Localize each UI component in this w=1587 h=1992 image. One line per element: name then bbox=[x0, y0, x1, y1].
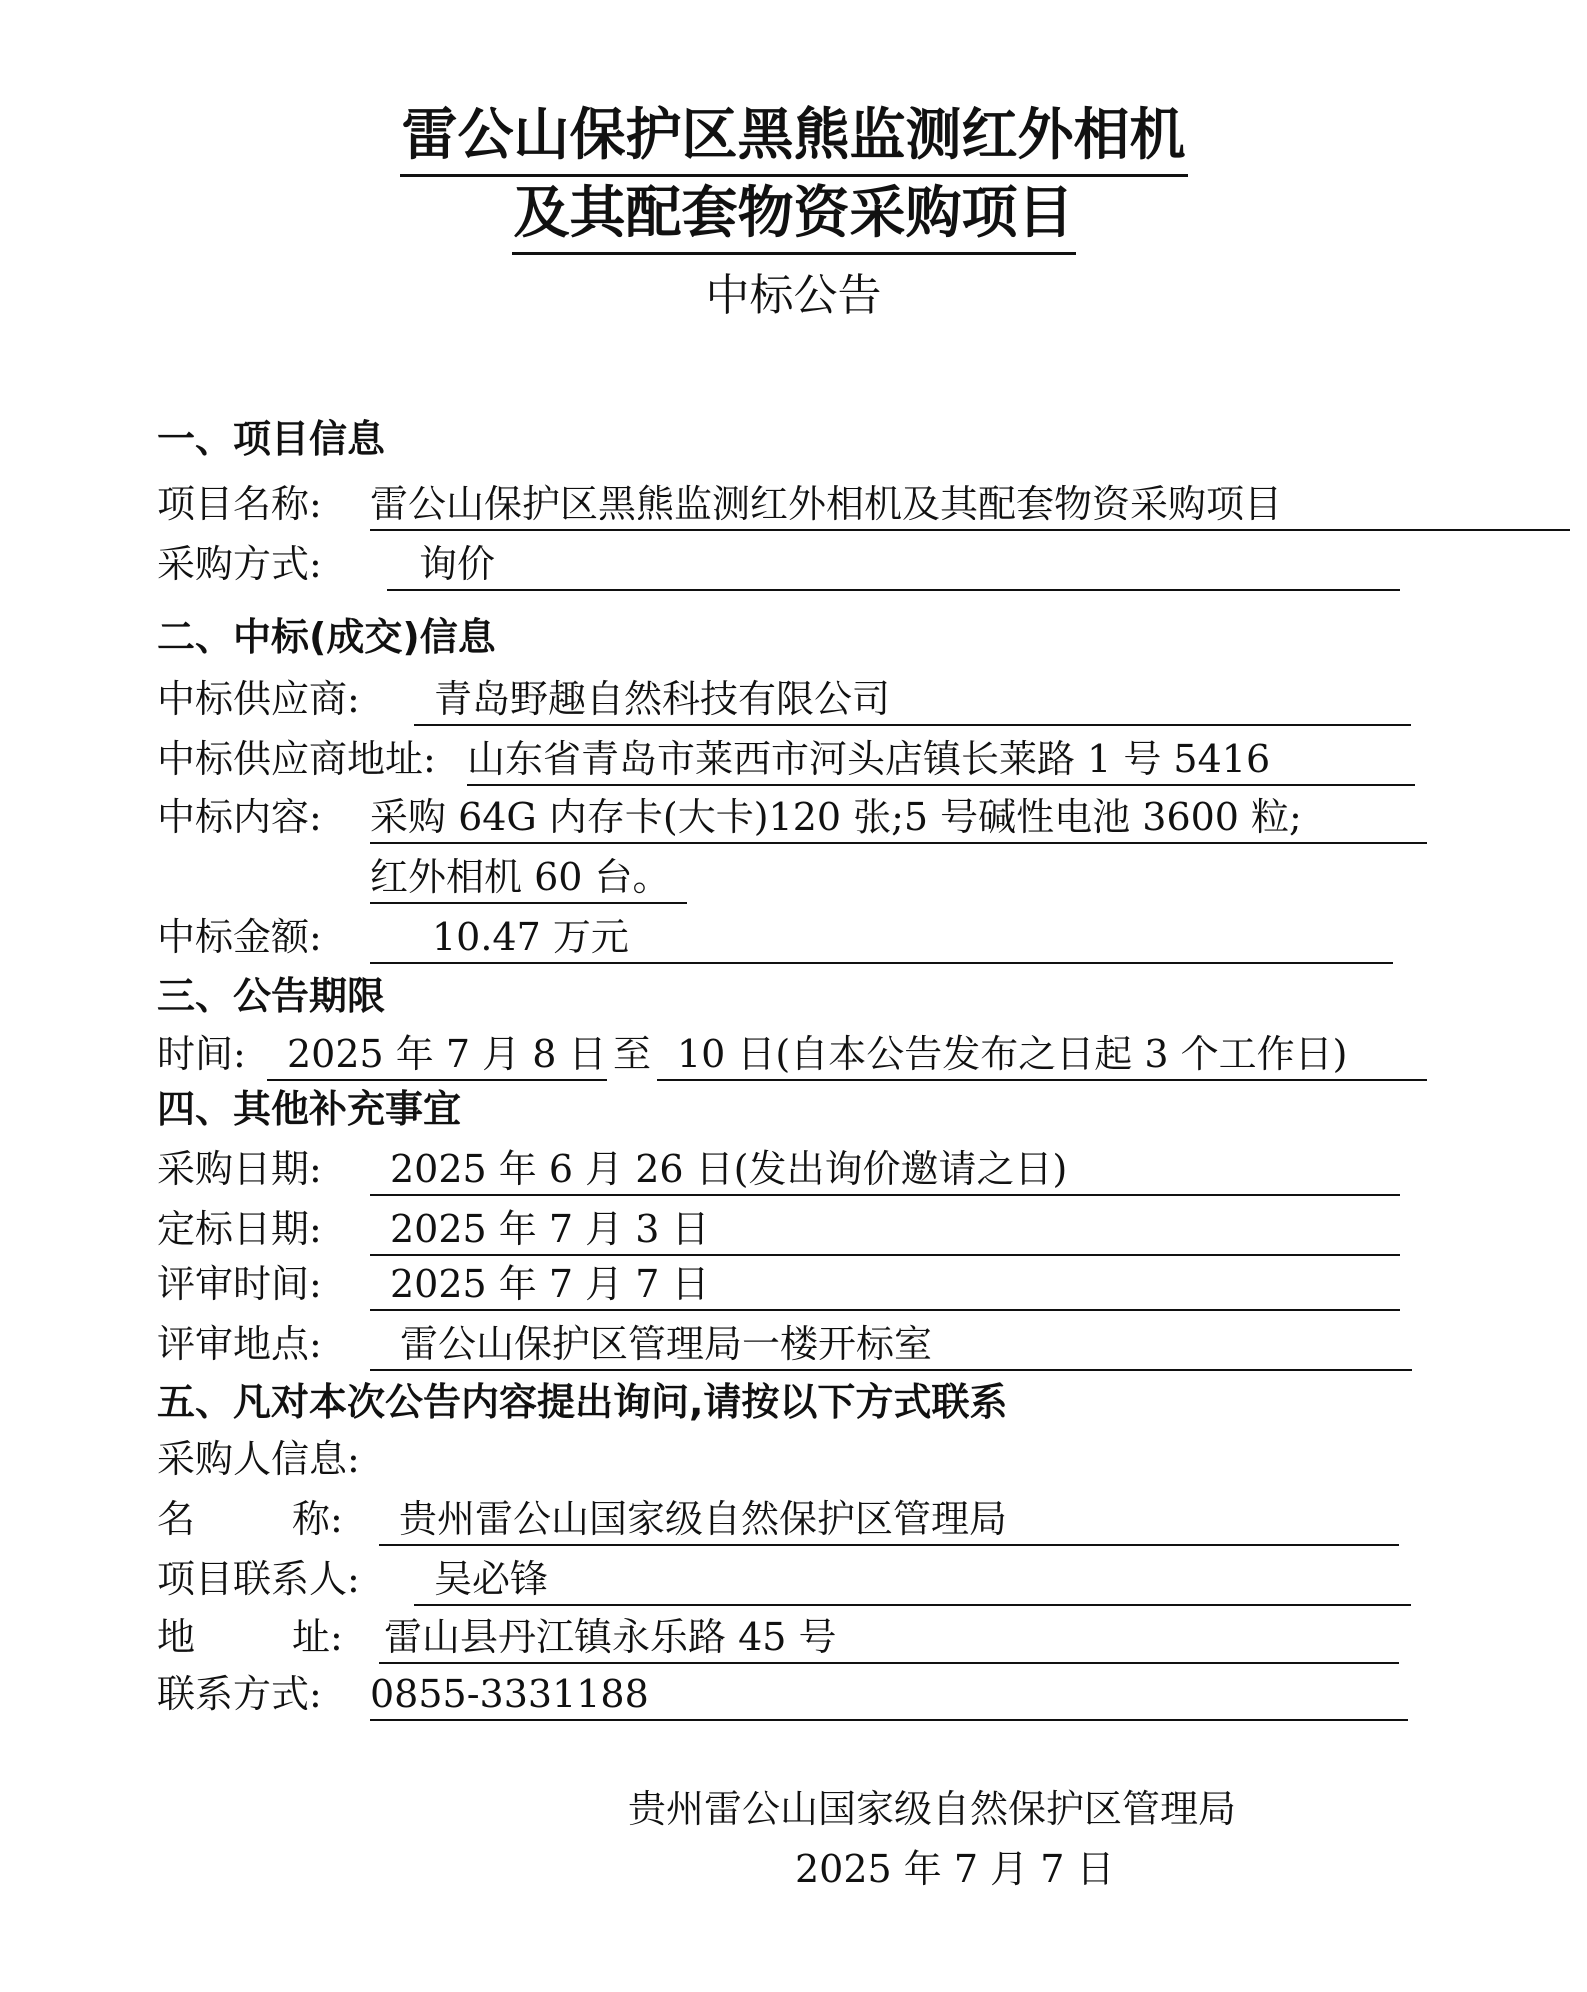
review-time-label: 评审时间: bbox=[157, 1262, 322, 1306]
section-3-heading: 三、公告期限 bbox=[157, 974, 386, 1018]
supplier-address-label: 中标供应商地址: bbox=[157, 737, 436, 781]
supplier-label: 中标供应商: bbox=[157, 677, 360, 721]
buyer-address-value: 雷山县丹江镇永乐路 45 号 bbox=[379, 1618, 1399, 1664]
title-line-2: 及其配套物资采购项目 bbox=[0, 186, 1587, 242]
contact-person-value: 吴必锋 bbox=[414, 1560, 1411, 1606]
supplier-value: 青岛野趣自然科技有限公司 bbox=[414, 680, 1411, 726]
award-date-label: 定标日期: bbox=[157, 1207, 322, 1251]
signature-date: 2025 年 7 月 7 日 bbox=[795, 1847, 1115, 1891]
review-time-value: 2025 年 7 月 7 日 bbox=[370, 1265, 1400, 1311]
purchase-date-value: 2025 年 6 月 26 日(发出询价邀请之日) bbox=[370, 1150, 1400, 1196]
award-date-value: 2025 年 7 月 3 日 bbox=[370, 1210, 1400, 1256]
section-1-heading: 一、项目信息 bbox=[157, 417, 386, 461]
contact-phone-label: 联系方式: bbox=[157, 1672, 322, 1716]
award-amount-label: 中标金额: bbox=[157, 915, 322, 959]
notice-period-label: 时间: bbox=[157, 1032, 246, 1076]
section-2-heading: 二、中标(成交)信息 bbox=[157, 615, 496, 659]
project-name-label: 项目名称: bbox=[157, 482, 322, 526]
buyer-info-label: 采购人信息: bbox=[157, 1437, 360, 1481]
review-place-value: 雷公山保护区管理局一楼开标室 bbox=[370, 1325, 1412, 1371]
notice-period-to: 至 bbox=[613, 1032, 652, 1076]
title-line-1: 雷公山保护区黑熊监测红外相机 bbox=[0, 108, 1587, 164]
buyer-name-label-b: 称: bbox=[292, 1497, 343, 1541]
procurement-method-value: 询价 bbox=[387, 545, 1400, 591]
buyer-name-value: 贵州雷公山国家级自然保护区管理局 bbox=[379, 1500, 1399, 1546]
purchase-date-label: 采购日期: bbox=[157, 1147, 322, 1191]
project-name-value: 雷公山保护区黑熊监测红外相机及其配套物资采购项目 bbox=[370, 485, 1570, 531]
buyer-address-label-a: 地 bbox=[157, 1615, 196, 1659]
section-5-heading: 五、凡对本次公告内容提出询问,请按以下方式联系 bbox=[157, 1380, 1008, 1424]
signature-organization: 贵州雷公山国家级自然保护区管理局 bbox=[628, 1787, 1237, 1831]
review-place-label: 评审地点: bbox=[157, 1322, 322, 1366]
award-content-label: 中标内容: bbox=[157, 795, 322, 839]
buyer-name-label-a: 名 bbox=[157, 1497, 196, 1541]
award-content-line-1: 采购 64G 内存卡(大卡)120 张;5 号碱性电池 3600 粒; bbox=[370, 798, 1427, 844]
supplier-address-value: 山东省青岛市莱西市河头店镇长莱路 1 号 5416 bbox=[467, 740, 1415, 786]
award-amount-value: 10.47 万元 bbox=[370, 918, 1393, 964]
award-content-line-2: 红外相机 60 台。 bbox=[370, 858, 687, 904]
contact-phone-value: 0855-3331188 bbox=[370, 1675, 1408, 1721]
subtitle: 中标公告 bbox=[705, 270, 882, 321]
notice-period-start: 2025 年 7 月 8 日 bbox=[267, 1035, 607, 1081]
section-4-heading: 四、其他补充事宜 bbox=[157, 1087, 462, 1131]
buyer-address-label-b: 址: bbox=[292, 1615, 343, 1659]
procurement-method-label: 采购方式: bbox=[157, 542, 322, 586]
contact-person-label: 项目联系人: bbox=[157, 1557, 360, 1601]
notice-period-end: 10 日(自本公告发布之日起 3 个工作日) bbox=[657, 1035, 1427, 1081]
